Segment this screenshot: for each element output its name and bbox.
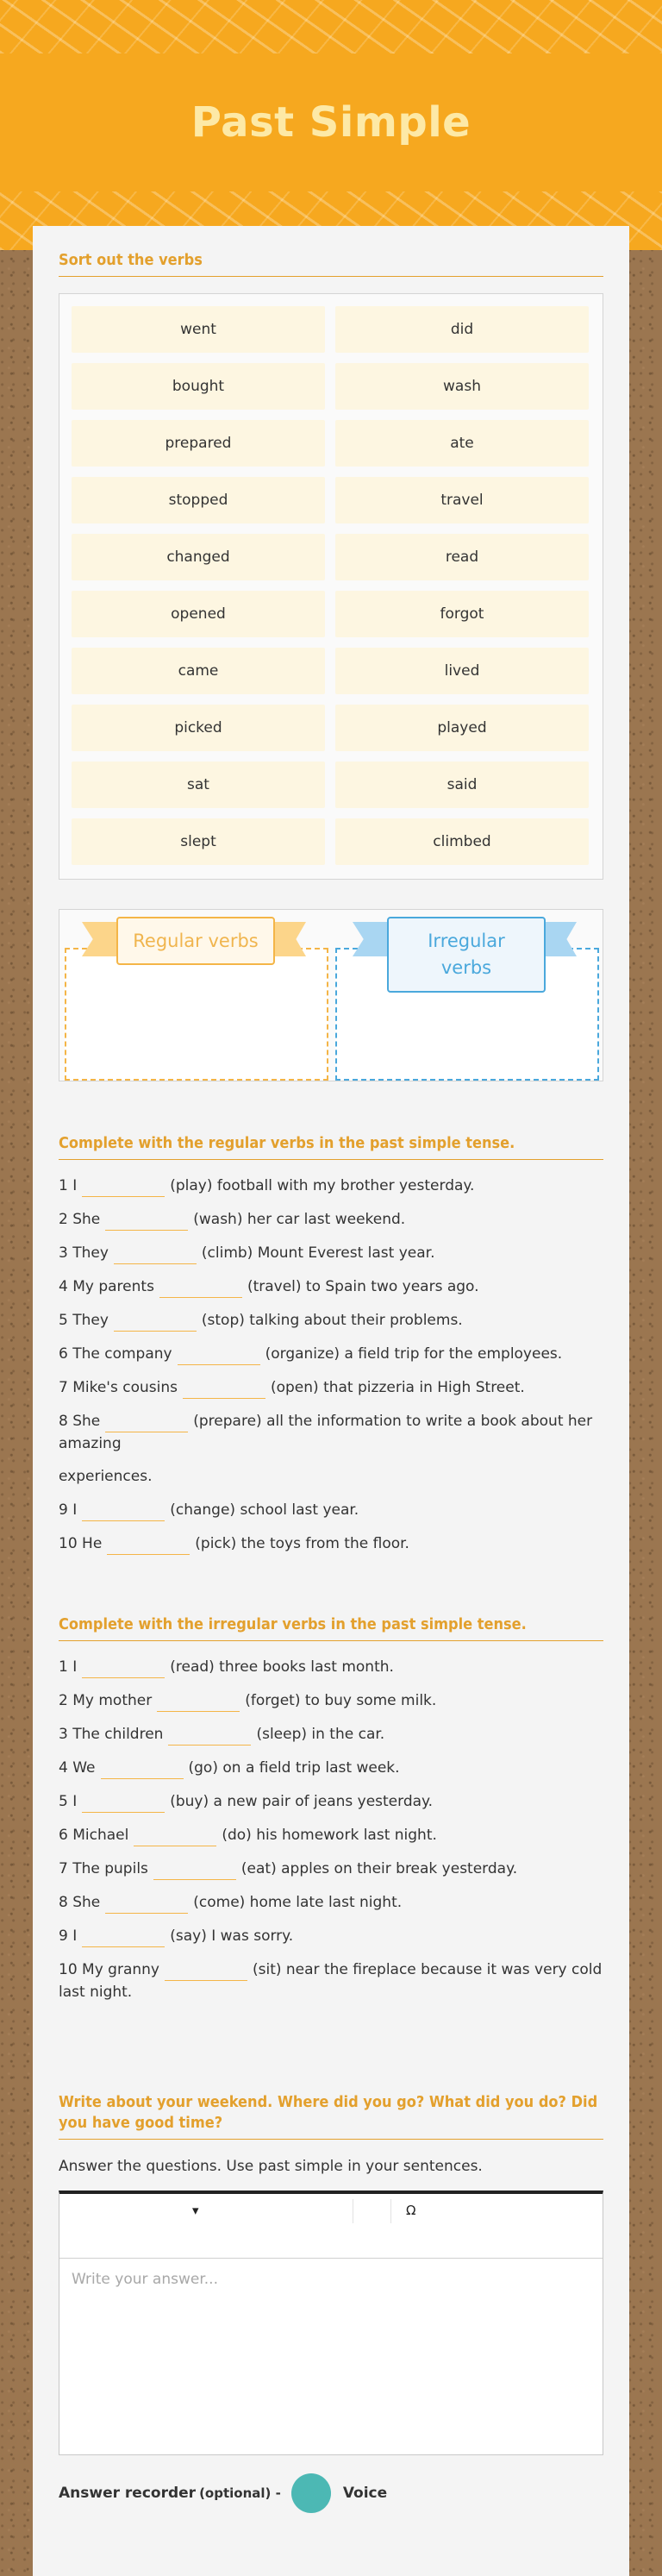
sentence-end: (buy) a new pair of jeans yesterday. bbox=[170, 1793, 434, 1810]
answer-blank[interactable] bbox=[114, 1312, 197, 1332]
weekend-prompt: Answer the questions. Use past simple in your sentences. bbox=[59, 2158, 483, 2175]
sentence-start: 6 The company bbox=[59, 1345, 172, 1363]
regular-sentence bbox=[59, 1242, 610, 1264]
irregular-sentence bbox=[59, 1891, 610, 1914]
sentence-end: (read) three books last month. bbox=[170, 1658, 394, 1676]
sentence-start: 10 He bbox=[59, 1535, 103, 1552]
page-title: Past Simple bbox=[190, 98, 472, 147]
irregular-sentence bbox=[59, 1689, 610, 1712]
section-title-irregular: Complete with the irregular verbs in the past simple tense. bbox=[59, 1614, 603, 1641]
sentence-end: (wash) her car last weekend. bbox=[193, 1211, 406, 1228]
sentence-end: (go) on a field trip last week. bbox=[188, 1759, 400, 1777]
category-container bbox=[59, 909, 603, 1081]
sentence-end: (forget) to buy some milk. bbox=[245, 1692, 437, 1709]
irregular-sentence bbox=[59, 1723, 610, 1746]
answer-blank[interactable] bbox=[105, 1894, 188, 1914]
sentence-end: (organize) a field trip for the employees. bbox=[265, 1345, 563, 1363]
verb-chip[interactable]: changed bbox=[72, 534, 325, 580]
answer-blank[interactable] bbox=[114, 1244, 197, 1264]
regular-sentence bbox=[59, 1532, 610, 1555]
regular-sentence bbox=[59, 1175, 610, 1197]
worksheet-panel bbox=[33, 226, 629, 2576]
answer-blank[interactable] bbox=[82, 1927, 165, 1947]
regular-sentence bbox=[59, 1376, 610, 1399]
verb-chip[interactable]: ate bbox=[335, 420, 589, 467]
answer-blank[interactable] bbox=[105, 1211, 188, 1231]
sentence-end: (do) his homework last night. bbox=[222, 1827, 437, 1844]
toolbar-separator bbox=[390, 2199, 391, 2223]
special-character-icon[interactable]: Ω bbox=[406, 2203, 416, 2218]
sentence-start: 1 I bbox=[59, 1658, 78, 1676]
sentence-start: 4 My parents bbox=[59, 1278, 154, 1295]
verb-chip[interactable]: did bbox=[335, 306, 589, 353]
sentence-end: (open) that pizzeria in High Street. bbox=[270, 1379, 525, 1396]
sentence-end: (sleep) in the car. bbox=[256, 1726, 385, 1743]
answer-blank[interactable] bbox=[157, 1692, 240, 1712]
verb-chip[interactable]: sat bbox=[72, 762, 325, 808]
section-title-regular: Complete with the regular verbs in the past simple tense. bbox=[59, 1133, 603, 1160]
recorder-optional: (optional) - bbox=[199, 2485, 281, 2501]
sentence-start: 7 The pupils bbox=[59, 1860, 148, 1877]
verb-chip[interactable]: played bbox=[335, 705, 589, 751]
verb-chip[interactable]: climbed bbox=[335, 818, 589, 865]
irregular-sentence bbox=[59, 1858, 610, 1880]
weekend-answer-input[interactable] bbox=[59, 2259, 603, 2455]
verb-chip[interactable]: came bbox=[72, 648, 325, 694]
irregular-sentence bbox=[59, 1757, 610, 1779]
section-title-weekend: Write about your weekend. Where did you go? What did you do? Did you have good time? bbox=[59, 2092, 603, 2140]
header-pattern-top bbox=[0, 0, 662, 53]
sentence-end: (stop) talking about their problems. bbox=[201, 1312, 463, 1329]
answer-blank[interactable] bbox=[178, 1345, 260, 1365]
regular-verbs-label: Regular verbs bbox=[116, 917, 275, 965]
sentence-start: 3 The children bbox=[59, 1726, 164, 1743]
answer-blank[interactable] bbox=[159, 1278, 242, 1298]
editor-toolbar bbox=[59, 2194, 603, 2259]
verb-chip[interactable]: read bbox=[335, 534, 589, 580]
sentence-start: 3 They bbox=[59, 1244, 109, 1262]
regular-sentence bbox=[59, 1275, 610, 1298]
verb-chip[interactable]: picked bbox=[72, 705, 325, 751]
sentence-start: 1 I bbox=[59, 1177, 78, 1194]
irregular-verbs-label bbox=[387, 917, 546, 993]
answer-editor bbox=[59, 2191, 603, 2455]
sentence-start: 2 My mother bbox=[59, 1692, 153, 1709]
answer-blank[interactable] bbox=[134, 1827, 216, 1846]
sentence-end: (sit) near the fireplace because it was very cold last night. bbox=[59, 1961, 603, 2001]
answer-blank[interactable] bbox=[165, 1961, 247, 1981]
sentence-end: (play) football with my brother yesterday. bbox=[170, 1177, 475, 1194]
verb-chip[interactable]: lived bbox=[335, 648, 589, 694]
answer-blank[interactable] bbox=[105, 1413, 188, 1432]
regular-sentence-continued: experiences. bbox=[59, 1468, 153, 1485]
sentence-end: (come) home late last night. bbox=[193, 1894, 403, 1911]
sentence-start: 5 I bbox=[59, 1793, 78, 1810]
regular-sentence bbox=[59, 1309, 610, 1332]
verb-chip[interactable]: prepared bbox=[72, 420, 325, 467]
irregular-sentence bbox=[59, 1925, 610, 1947]
verb-chip[interactable]: travel bbox=[335, 477, 589, 523]
irregular-sentence bbox=[59, 1790, 610, 1813]
sentence-start: 9 I bbox=[59, 1927, 78, 1945]
verb-sort-container bbox=[59, 293, 603, 880]
answer-blank[interactable] bbox=[101, 1759, 184, 1779]
regular-sentence bbox=[59, 1410, 610, 1455]
answer-blank[interactable] bbox=[153, 1860, 236, 1880]
answer-blank[interactable] bbox=[168, 1726, 251, 1746]
regular-verbs-dropzone[interactable] bbox=[65, 948, 328, 1081]
sentence-start: 6 Michael bbox=[59, 1827, 129, 1844]
regular-sentence bbox=[59, 1343, 610, 1365]
answer-blank[interactable] bbox=[107, 1535, 190, 1555]
sentence-end: (travel) to Spain two years ago. bbox=[247, 1278, 479, 1295]
answer-blank[interactable] bbox=[82, 1177, 165, 1197]
verb-chip[interactable]: wash bbox=[335, 363, 589, 410]
answer-blank[interactable] bbox=[82, 1658, 165, 1678]
verb-chip[interactable]: opened bbox=[72, 591, 325, 637]
irregular-verbs-label-text: Irregular verbs bbox=[428, 931, 505, 978]
sentence-end: (climb) Mount Everest last year. bbox=[201, 1244, 435, 1262]
verb-chip[interactable]: said bbox=[335, 762, 589, 808]
sentence-start: 7 Mike's cousins bbox=[59, 1379, 178, 1396]
verb-chip[interactable]: stopped bbox=[72, 477, 325, 523]
answer-recorder bbox=[59, 2473, 387, 2513]
sentence-end: (pick) the toys from the floor. bbox=[195, 1535, 409, 1552]
answer-blank[interactable] bbox=[82, 1501, 165, 1521]
answer-blank[interactable] bbox=[183, 1379, 265, 1399]
irregular-sentence bbox=[59, 1656, 610, 1678]
sentence-start: 9 I bbox=[59, 1501, 78, 1519]
format-dropdown-icon[interactable]: ▾ bbox=[192, 2203, 199, 2218]
section-title-sort: Sort out the verbs bbox=[59, 250, 603, 277]
record-button[interactable] bbox=[291, 2473, 331, 2513]
sentence-end: (say) I was sorry. bbox=[170, 1927, 294, 1945]
sentence-start: 8 She bbox=[59, 1894, 101, 1911]
sentence-start: 5 They bbox=[59, 1312, 109, 1329]
title-banner bbox=[0, 53, 662, 191]
regular-sentence bbox=[59, 1208, 610, 1231]
sentence-start: 8 She bbox=[59, 1413, 101, 1430]
recorder-label: Answer recorder bbox=[59, 2485, 197, 2502]
voice-label: Voice bbox=[342, 2485, 388, 2502]
sentence-start: 10 My granny bbox=[59, 1961, 159, 1978]
sentence-end: (change) school last year. bbox=[170, 1501, 359, 1519]
irregular-sentence bbox=[59, 1959, 610, 2003]
verb-chip[interactable]: bought bbox=[72, 363, 325, 410]
irregular-sentence bbox=[59, 1824, 610, 1846]
sentence-start: 2 She bbox=[59, 1211, 101, 1228]
sentence-start: 4 We bbox=[59, 1759, 96, 1777]
answer-blank[interactable] bbox=[82, 1793, 165, 1813]
verb-chip[interactable]: forgot bbox=[335, 591, 589, 637]
verb-chip[interactable]: went bbox=[72, 306, 325, 353]
sentence-end: (eat) apples on their break yesterday. bbox=[240, 1860, 518, 1877]
regular-sentence bbox=[59, 1499, 610, 1521]
sentence-end: (prepare) all the information to write a book about her amazing bbox=[59, 1413, 593, 1452]
verb-chip[interactable]: slept bbox=[72, 818, 325, 865]
